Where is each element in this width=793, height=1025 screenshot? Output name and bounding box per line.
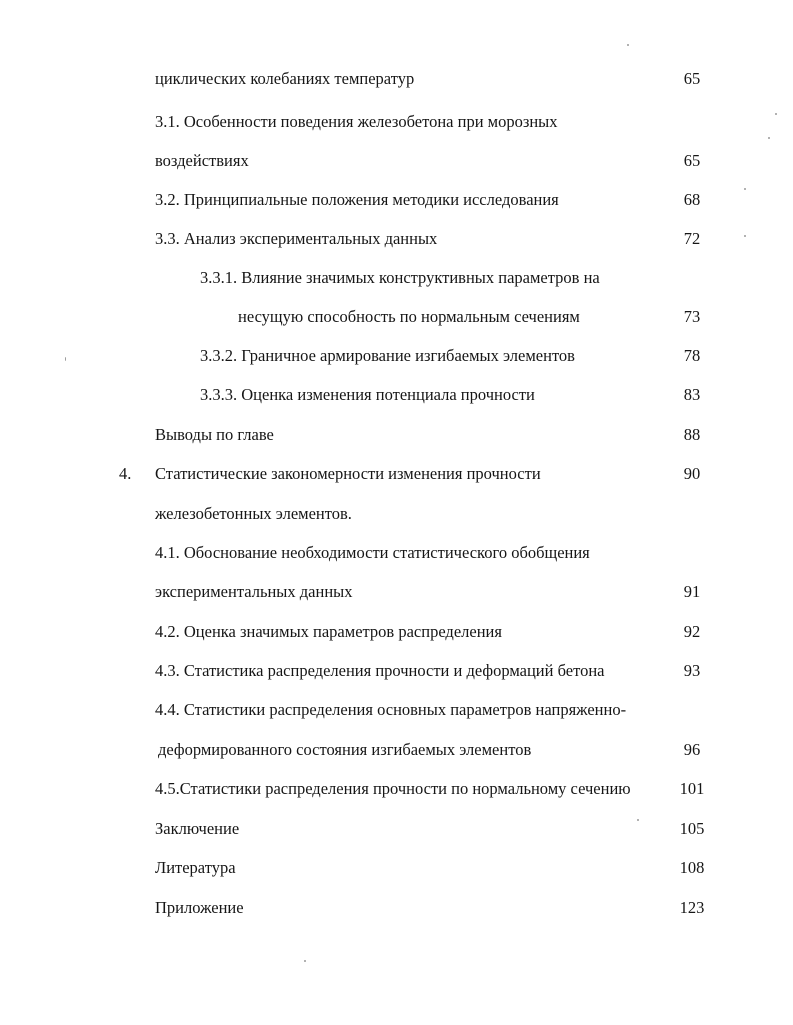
- toc-entry-page: 123: [679, 898, 705, 917]
- toc-entry-text: 4.1. Обоснование необходимости статистического обобщения: [155, 543, 590, 562]
- toc-entry-text: Статистические закономерности изменения прочности: [155, 464, 541, 483]
- toc-entry-page: 96: [683, 740, 701, 759]
- toc-entry-text: 3.3.1. Влияние значимых конструктивных параметров на: [200, 268, 600, 287]
- toc-entry-page: 108: [679, 858, 705, 877]
- toc-entry-page: 83: [683, 385, 701, 404]
- toc-entry-text: 4.5.Статистики распределения прочности по нормальному сечению: [155, 779, 631, 798]
- toc-entry-page: 92: [683, 622, 701, 641]
- toc-entry-text: экспериментальных данных: [155, 582, 353, 601]
- toc-entry-text: Заключение: [155, 819, 240, 838]
- toc-entry-text: воздействиях: [155, 151, 249, 170]
- toc-entry-page: 105: [679, 819, 705, 838]
- toc-entry-text: Приложение: [155, 898, 244, 917]
- toc-entry-page: 72: [683, 229, 701, 248]
- toc-entry-text: 3.3.3. Оценка изменения потенциала прочности: [200, 385, 535, 404]
- toc-entry-text: Литература: [155, 858, 236, 877]
- toc-entry-text: несущую способность по нормальным сечениям: [238, 307, 580, 326]
- toc-entry-text: 3.1. Особенности поведения железобетона при морозных: [155, 112, 558, 131]
- toc-entry-page: 93: [683, 661, 701, 680]
- scan-speck: [775, 113, 777, 115]
- scan-speck: [768, 137, 770, 139]
- toc-entry-text: железобетонных элементов.: [155, 504, 352, 523]
- toc-entry-page: 65: [683, 151, 701, 170]
- toc-entry-page: 65: [683, 69, 701, 88]
- toc-entry-text: 4.3. Статистика распределения прочности и деформаций бетона: [155, 661, 605, 680]
- toc-entry-text: 3.3.2. Граничное армирование изгибаемых элементов: [200, 346, 575, 365]
- toc-entry-text: 4.4. Статистики распределения основных параметров напряженно-: [155, 700, 627, 719]
- scan-speck: [304, 960, 306, 962]
- scan-speck: [637, 819, 639, 821]
- toc-entry-text: Выводы по главе: [155, 425, 274, 444]
- toc-entry-page: 91: [683, 582, 701, 601]
- toc-entry-page: 68: [683, 190, 701, 209]
- scan-speck: [744, 235, 746, 237]
- toc-entry-text: 3.3. Анализ экспериментальных данных: [155, 229, 438, 248]
- scan-speck: [65, 357, 66, 361]
- toc-entry-text: деформированного состояния изгибаемых элементов: [158, 740, 532, 759]
- scan-speck: [627, 44, 629, 46]
- toc-entry-page: 73: [683, 307, 701, 326]
- toc-entry-text: циклических колебаниях температур: [155, 69, 415, 88]
- toc-entry-text: 4.2. Оценка значимых параметров распределения: [155, 622, 502, 641]
- toc-entry-page: 90: [683, 464, 701, 483]
- scan-speck: [744, 188, 746, 190]
- toc-entry-text: 3.2. Принципиальные положения методики исследования: [155, 190, 559, 209]
- toc-entry-page: 88: [683, 425, 701, 444]
- toc-entry-page: 78: [683, 346, 701, 365]
- chapter-number: 4.: [119, 464, 132, 483]
- toc-entry-page: 101: [679, 779, 705, 798]
